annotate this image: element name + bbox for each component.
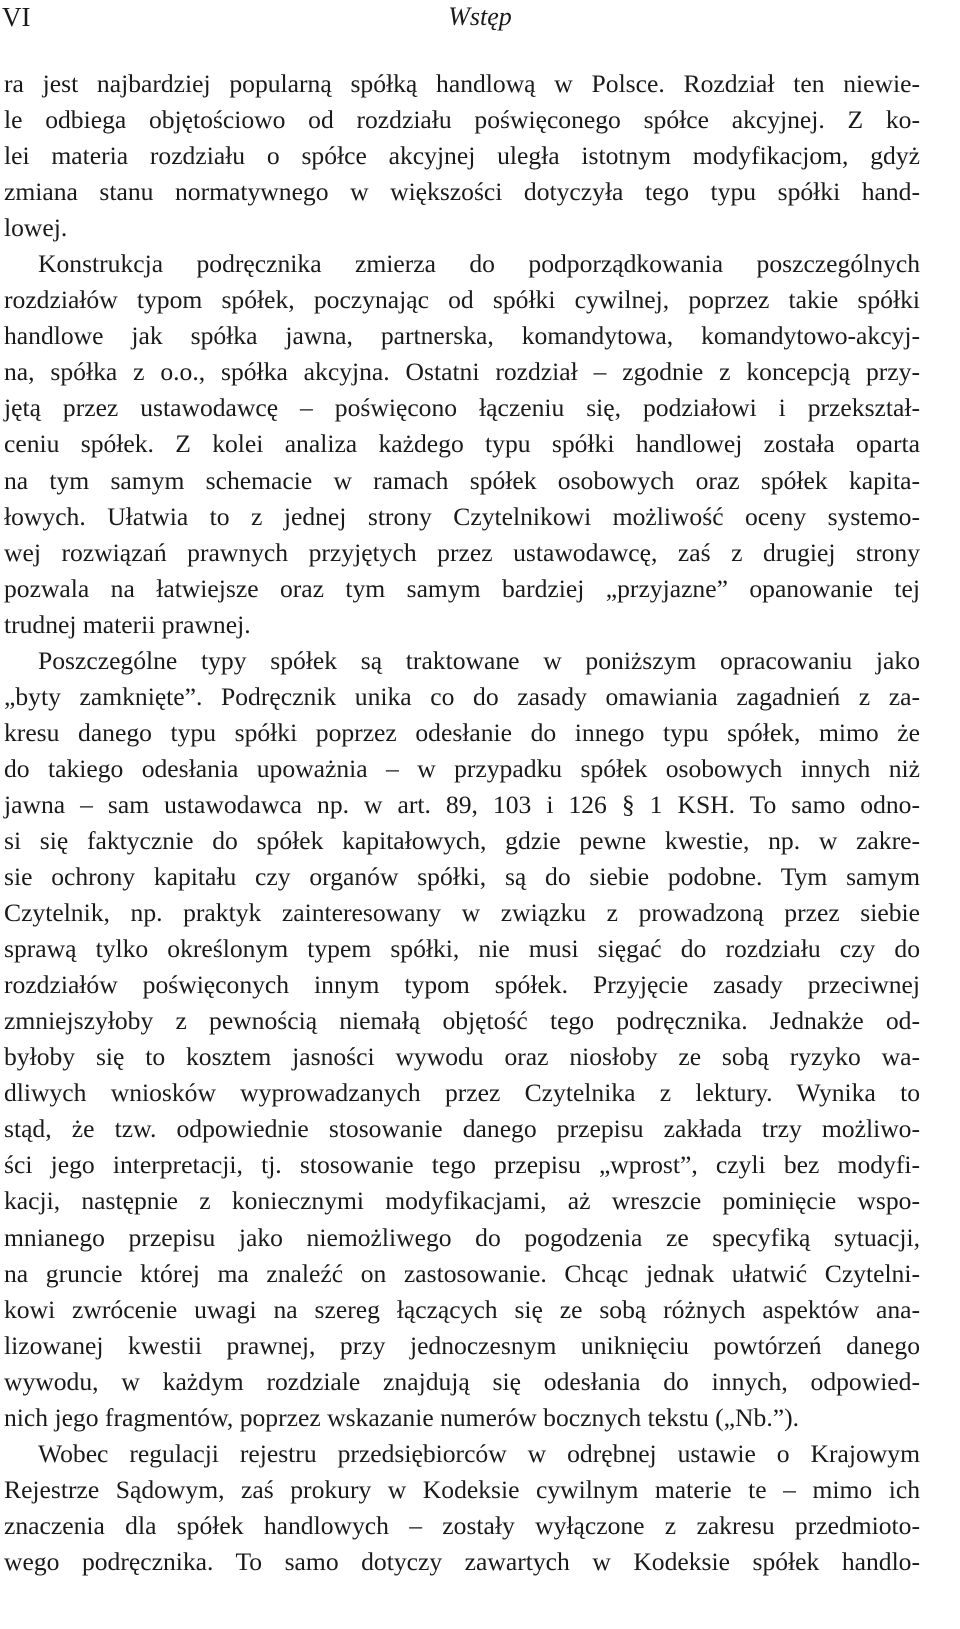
text-line: kacji, następnie z koniecznymi modyfikacjami, aż wreszcie pominięcie wspo- [4, 1186, 920, 1216]
text-line: ra jest najbardziej popularną spółką handlową w Polsce. Rozdział ten niewie- [4, 69, 920, 98]
text-line: kresu danego typu spółki poprzez odesłanie do innego typu spółek, mimo że [4, 717, 920, 747]
text-line: jawna – sam ustawodawca np. w art. 89, 103 i 126 § 1 KSH. To samo odno- [4, 789, 920, 819]
paragraph [4, 246, 920, 643]
text-line: sie ochrony kapitału czy organów spółki, są do siebie podobne. Tym samym [4, 862, 920, 892]
paragraph [4, 66, 920, 246]
paragraph [4, 1436, 920, 1580]
text-line: rozdziałów typom spółek, poczynając od spółki cywilnej, poprzez takie spółki [4, 285, 920, 315]
text-line: lei materia rozdziału o spółce akcyjnej uległa istotnym modyfikacjom, gdyż [4, 141, 920, 171]
text-line: Rejestrze Sądowym, zaś prokury w Kodeksie cywilnym materie te – mimo ich [4, 1474, 920, 1504]
text-line: znaczenia dla spółek handlowych – zostały wyłączone z zakresu przedmioto- [4, 1510, 920, 1540]
text-line: handlowe jak spółka jawna, partnerska, komandytowa, komandytowo-akcyj- [4, 321, 920, 351]
text-line: na gruncie której ma znaleźć on zastosowanie. Chcąc jednak ułatwić Czytelni- [4, 1258, 920, 1288]
text-line: wywodu, w każdym rozdziale znajdują się odesłania do innych, odpowied- [4, 1366, 920, 1396]
text-line: lizowanej kwestii prawnej, przy jednoczesnym uniknięciu powtórzeń danego [4, 1330, 920, 1360]
text-line: łowych. Ułatwia to z jednej strony Czytelnikowi możliwość oceny systemo- [4, 501, 920, 531]
text-line: Wobec regulacji rejestru przedsiębiorców w odrębnej ustawie o Krajowym [38, 1438, 920, 1468]
page-header [0, 0, 960, 44]
text-line: do takiego odesłania upoważnia – w przypadku spółek osobowych innych niż [4, 753, 920, 783]
text-line: sprawą tylko określonym typem spółki, nie musi sięgać do rozdziału czy do [4, 934, 920, 964]
text-line: wego podręcznika. To samo dotyczy zawartych w Kodeksie spółek handlo- [4, 1546, 920, 1576]
text-line: dliwych wniosków wyprowadzanych przez Czytelnika z lektury. Wynika to [4, 1078, 920, 1108]
text-line: Czytelnik, np. praktyk zainteresowany w związku z prowadzoną przez siebie [4, 898, 920, 928]
text-line: zmniejszyłoby z pewnością niemałą objętość tego podręcznika. Jednakże od- [4, 1006, 920, 1036]
text-line: wej rozwiązań prawnych przyjętych przez ustawodawcę, zaś z drugiej strony [4, 537, 920, 567]
text-line: „byty zamknięte”. Podręcznik unika co do zasady omawiania zagadnień z za- [4, 681, 920, 711]
text-line: Poszczególne typy spółek są traktowane w poniższym opracowaniu jako [38, 645, 920, 675]
text-line: si się faktycznie do spółek kapitałowych, gdzie pewne kwestie, np. w zakre- [4, 825, 920, 855]
text-line: trudnej materii prawnej. [4, 609, 251, 639]
text-line: stąd, że tzw. odpowiednie stosowanie danego przepisu zakłada trzy możliwo- [4, 1114, 920, 1144]
text-line: na, spółka z o.o., spółka akcyjna. Ostatni rozdział – zgodnie z koncepcją przy- [4, 357, 920, 387]
text-line: lowej. [4, 213, 68, 243]
running-head: Wstęp [448, 2, 512, 31]
text-line: zmiana stanu normatywnego w większości dotyczyła tego typu spółki hand- [4, 177, 920, 207]
body-text [4, 66, 920, 1580]
page-number: VI [2, 2, 31, 32]
text-line: na tym samym schemacie w ramach spółek osobowych oraz spółek kapita- [4, 465, 920, 495]
text-line: Konstrukcja podręcznika zmierza do podporządkowania poszczególnych [38, 249, 920, 279]
text-line: mnianego przepisu jako niemożliwego do pogodzenia ze specyfiką sytuacji, [4, 1222, 920, 1252]
paragraph [4, 643, 920, 1436]
text-line: le odbiega objętościowo od rozdziału poświęconego spółce akcyjnej. Z ko- [4, 105, 920, 135]
text-line: rozdziałów poświęconych innym typom spółek. Przyjęcie zasady przeciwnej [4, 970, 920, 1000]
text-line: pozwala na łatwiejsze oraz tym samym bardziej „przyjazne” opanowanie tej [4, 573, 920, 603]
text-line: jętą przez ustawodawcę – poświęcono łączeniu się, podziałowi i przekształ- [4, 393, 920, 423]
text-line: kowi zwrócenie uwagi na szereg łączących się ze sobą różnych aspektów ana- [4, 1294, 920, 1324]
text-line: ści jego interpretacji, tj. stosowanie tego przepisu „wprost”, czyli bez modyfi- [4, 1150, 920, 1180]
text-line: ceniu spółek. Z kolei analiza każdego typu spółki handlowej została oparta [4, 429, 920, 459]
text-line: nich jego fragmentów, poprzez wskazanie numerów bocznych tekstu („Nb.”). [4, 1402, 799, 1432]
text-line: byłoby się to kosztem jasności wywodu oraz niosłoby ze sobą ryzyko wa- [4, 1042, 920, 1072]
